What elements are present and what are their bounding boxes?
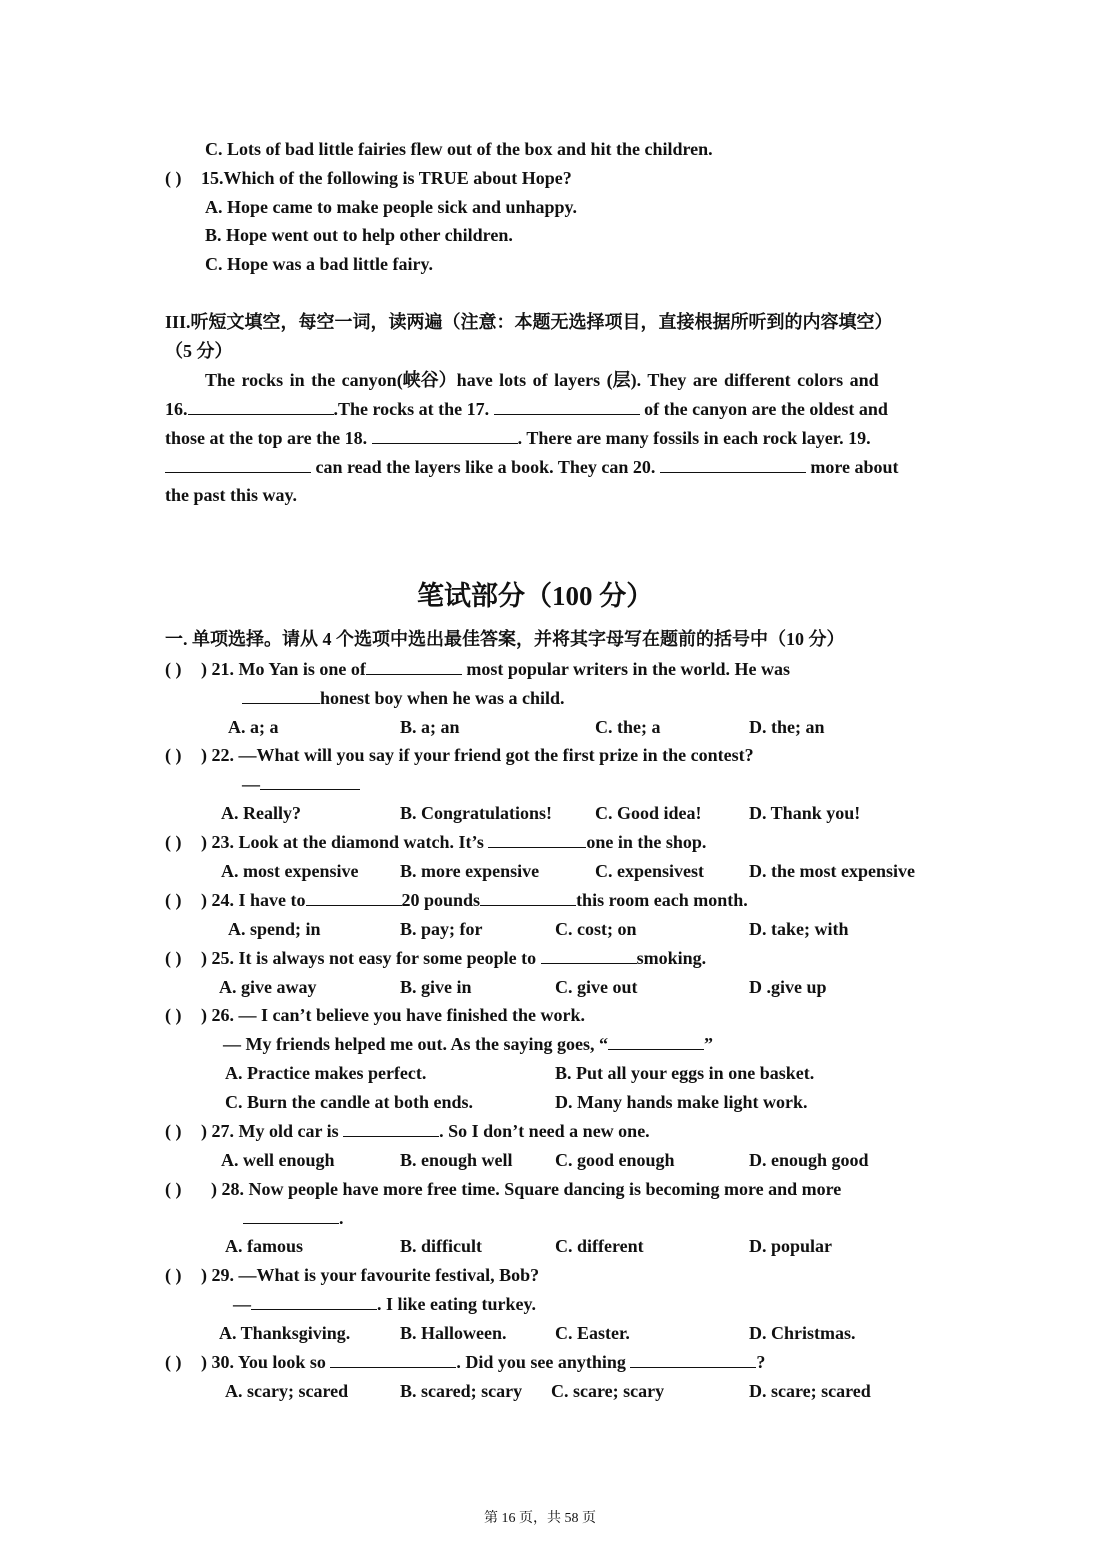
q22-option-d[interactable]: D. Thank you! — [749, 803, 861, 823]
passage-text: of the canyon are the oldest and — [644, 399, 888, 419]
q22-option-a[interactable]: A. Really? — [221, 803, 301, 823]
q30-text: ) 30. You look so — [201, 1352, 326, 1372]
q28-stem-cont — [243, 1207, 344, 1229]
q30-option-c[interactable]: C. scare; scary — [551, 1381, 665, 1401]
passage-text: . There are many fossils in each rock layer. 19. — [517, 428, 871, 448]
q24-blank-2[interactable] — [480, 889, 576, 906]
q28-paren[interactable]: ( ) — [165, 1179, 182, 1199]
passage-line-4 — [165, 456, 899, 478]
blank-20[interactable] — [660, 456, 806, 473]
q21-text: ) 21. Mo Yan is one of — [201, 659, 366, 679]
q14-option-c: C. Lots of bad little fairies flew out of the box and hit the children. — [205, 139, 713, 159]
q26-paren[interactable]: ( ) — [165, 1005, 182, 1025]
q27-stem — [201, 1120, 650, 1142]
q28-option-c[interactable]: C. different — [555, 1236, 644, 1256]
q25-text: ) 25. It is always not easy for some people to — [201, 948, 537, 968]
passage-text: more about — [810, 457, 899, 477]
q25-option-c[interactable]: C. give out — [555, 977, 638, 997]
q29-option-d[interactable]: D. Christmas. — [749, 1323, 856, 1343]
q26-blank[interactable] — [608, 1033, 704, 1050]
q24-option-c[interactable]: C. cost; on — [555, 919, 637, 939]
q30-text: ? — [756, 1352, 766, 1372]
q29-option-b[interactable]: B. Halloween. — [400, 1323, 507, 1343]
q24-blank-1[interactable] — [306, 889, 402, 906]
section1-heading: 一. 单项选择。请从 4 个选项中选出最佳答案，并将其字母写在题前的括号中（10 分） — [165, 629, 845, 649]
q25-paren[interactable]: ( ) — [165, 948, 182, 968]
q30-blank-2[interactable] — [630, 1351, 756, 1368]
q29-blank[interactable] — [251, 1293, 377, 1310]
q23-option-c[interactable]: C. expensivest — [595, 861, 704, 881]
passage-text: 16. — [165, 399, 188, 419]
q22-paren[interactable]: ( ) — [165, 745, 182, 765]
q29-text: . I like eating turkey. — [377, 1294, 537, 1314]
q27-option-c[interactable]: C. good enough — [555, 1150, 675, 1170]
q21-stem-cont — [242, 687, 565, 709]
q24-stem — [201, 889, 748, 911]
passage-text: .The rocks at the 17. — [333, 399, 490, 419]
q21-blank-2[interactable] — [242, 687, 320, 704]
q26-option-b[interactable]: B. Put all your eggs in one basket. — [555, 1063, 815, 1083]
q15-stem: 15.Which of the following is TRUE about Hope? — [201, 168, 572, 188]
q27-blank[interactable] — [343, 1120, 439, 1137]
passage-line-5: the past this way. — [165, 485, 298, 505]
q22-option-c[interactable]: C. Good idea! — [595, 803, 702, 823]
q27-text: ) 27. My old car is — [201, 1121, 339, 1141]
q27-text: . So I don’t need a new one. — [439, 1121, 650, 1141]
q25-option-a[interactable]: A. give away — [219, 977, 317, 997]
q26-stem-cont — [223, 1033, 713, 1055]
q27-option-d[interactable]: D. enough good — [749, 1150, 869, 1170]
q29-option-c[interactable]: C. Easter. — [555, 1323, 630, 1343]
q22-stem: ) 22. —What will you say if your friend got the first prize in the contest? — [201, 745, 754, 765]
page-number-footer: 第 16 页，共 58 页 — [484, 1511, 596, 1526]
written-part-title: 笔试部分（100 分） — [417, 581, 654, 611]
passage-line-1: The rocks in the canyon(峡谷）have lots of layers (层). They are different colors and — [205, 370, 879, 390]
q30-option-a[interactable]: A. scary; scared — [225, 1381, 349, 1401]
q21-text: honest boy when he was a child. — [320, 688, 565, 708]
q26-option-d[interactable]: D. Many hands make light work. — [555, 1092, 808, 1112]
q21-stem — [201, 658, 790, 680]
q24-text: this room each month. — [576, 890, 748, 910]
q23-option-a[interactable]: A. most expensive — [221, 861, 359, 881]
q26-option-a[interactable]: A. Practice makes perfect. — [225, 1063, 427, 1083]
q24-option-d[interactable]: D. take; with — [749, 919, 849, 939]
q30-option-d[interactable]: D. scare; scared — [749, 1381, 871, 1401]
section3-heading: III.听短文填空，每空一词，读两遍（注意：本题无选择项目，直接根据所听到的内容填空） — [165, 312, 893, 332]
q24-text: 20 pounds — [401, 890, 481, 910]
q29-dash: — — [233, 1294, 251, 1314]
q30-text: . Did you see anything — [456, 1352, 626, 1372]
q27-paren[interactable]: ( ) — [165, 1121, 182, 1141]
q30-option-b[interactable]: B. scared; scary — [400, 1381, 523, 1401]
q28-stem: ) 28. Now people have more free time. Square dancing is becoming more and more — [211, 1179, 842, 1199]
q28-option-d[interactable]: D. popular — [749, 1236, 833, 1256]
q15-option-a[interactable]: A. Hope came to make people sick and unhappy. — [205, 197, 578, 217]
q15-paren[interactable]: ( ) — [165, 168, 182, 188]
q22-dash: — — [242, 774, 260, 794]
q28-text: . — [339, 1208, 344, 1228]
q25-text: smoking. — [636, 948, 707, 968]
blank-19[interactable] — [165, 456, 311, 473]
section3-score: （5 分） — [165, 341, 233, 361]
q29-paren[interactable]: ( ) — [165, 1265, 182, 1285]
q21-option-d[interactable]: D. the; an — [749, 717, 825, 737]
passage-text: can read the layers like a book. They can 20. — [315, 457, 656, 477]
q15-option-b[interactable]: B. Hope went out to help other children. — [205, 225, 513, 245]
q29-answer-line — [233, 1293, 536, 1315]
passage-line-2 — [165, 398, 888, 420]
q21-text: most popular writers in the world. He was — [466, 659, 791, 679]
q28-option-a[interactable]: A. famous — [225, 1236, 304, 1256]
q21-blank-1[interactable] — [366, 658, 462, 675]
q23-option-b[interactable]: B. more expensive — [400, 861, 540, 881]
q21-paren[interactable]: ( ) — [165, 659, 182, 679]
blank-18[interactable] — [372, 427, 518, 444]
q27-option-a[interactable]: A. well enough — [221, 1150, 335, 1170]
q26-text: ” — [704, 1034, 714, 1054]
q23-paren[interactable]: ( ) — [165, 832, 182, 852]
q21-option-b[interactable]: B. a; an — [400, 717, 460, 737]
q28-option-b[interactable]: B. difficult — [400, 1236, 483, 1256]
q26-option-c[interactable]: C. Burn the candle at both ends. — [225, 1092, 474, 1112]
q29-stem: ) 29. —What is your favourite festival, Bob? — [201, 1265, 540, 1285]
q24-paren[interactable]: ( ) — [165, 890, 182, 910]
q21-option-c[interactable]: C. the; a — [595, 717, 661, 737]
passage-text: those at the top are the 18. — [165, 428, 368, 448]
q23-stem — [201, 831, 706, 853]
q21-option-a[interactable]: A. a; a — [228, 717, 279, 737]
q30-paren[interactable]: ( ) — [165, 1352, 182, 1372]
q26-stem: ) 26. — I can’t believe you have finished the work. — [201, 1005, 585, 1025]
blank-16[interactable] — [188, 398, 334, 415]
q25-option-d[interactable]: D .give up — [749, 977, 827, 997]
blank-17[interactable] — [494, 398, 640, 415]
q22-blank[interactable] — [260, 773, 360, 790]
q29-option-a[interactable]: A. Thanksgiving. — [219, 1323, 351, 1343]
q25-blank[interactable] — [541, 947, 637, 964]
q23-blank[interactable] — [488, 831, 586, 848]
q24-option-b[interactable]: B. pay; for — [400, 919, 483, 939]
q24-option-a[interactable]: A. spend; in — [228, 919, 321, 939]
q22-answer-line — [242, 773, 360, 795]
q30-blank-1[interactable] — [330, 1351, 456, 1368]
passage-line-3 — [165, 427, 871, 449]
q23-option-d[interactable]: D. the most expensive — [749, 861, 915, 881]
q24-text: ) 24. I have to — [201, 890, 306, 910]
q22-option-b[interactable]: B. Congratulations! — [400, 803, 553, 823]
q25-stem — [201, 947, 706, 969]
q28-blank[interactable] — [243, 1207, 339, 1224]
q27-option-b[interactable]: B. enough well — [400, 1150, 513, 1170]
q25-option-b[interactable]: B. give in — [400, 977, 472, 997]
q26-text: — My friends helped me out. As the saying goes, “ — [223, 1034, 609, 1054]
q15-option-c[interactable]: C. Hope was a bad little fairy. — [205, 254, 433, 274]
q23-text: ) 23. Look at the diamond watch. It’s — [201, 832, 484, 852]
q23-text: one in the shop. — [586, 832, 707, 852]
q30-stem — [201, 1351, 765, 1373]
